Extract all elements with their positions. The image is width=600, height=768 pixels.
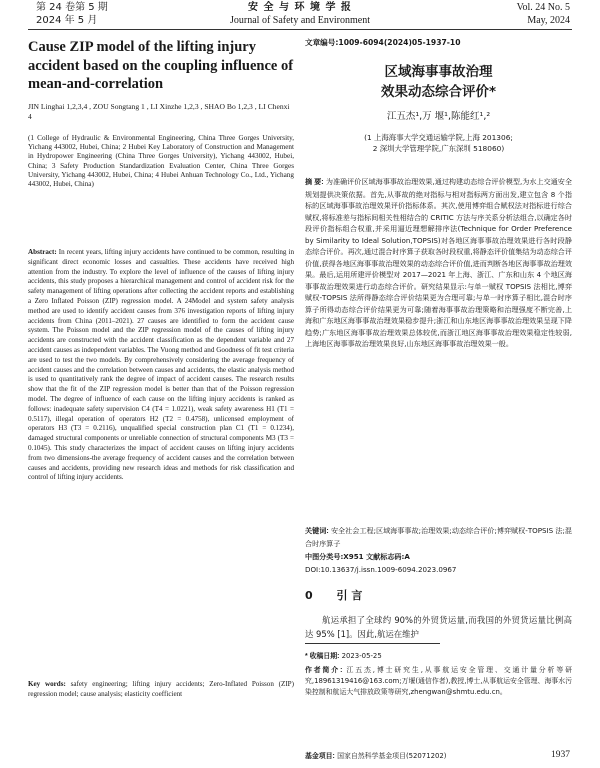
english-authors: JIN Linghai 1,2,3,4 , ZOU Songtang 1 , LI Xinzhe 1,2,3 , SHAO Bo 1,2,3 , LI Chenxi 4 <box>28 102 290 121</box>
chinese-title-line-2: 效果动态综合评价* <box>380 84 497 100</box>
chinese-affiliation-2: 2 深圳大学管理学院,广东深圳 518060) <box>372 144 505 153</box>
author-bio-text: 江五杰,博士研究生,从事航运安全管理、交通计量分析等研究,18961319416@163.com;万堰(通信作者),教授,博士,从事航运安全管理、海事水污染控制和航运大气排放政策等研究,zhengwan@shmtu.edu.cn。 <box>305 665 572 696</box>
footnote-rule <box>305 643 440 644</box>
fund-note <box>305 751 572 763</box>
english-abstract <box>28 248 294 680</box>
chinese-abstract-text: 为准确评价区域海事事故治理效果,通过构建动态综合评价模型,为水上交通安全规划提供决策依据。首先,从事故的绝对指标与相对指标两方面出发,建立包含 8 个指标的区域海事事故治理效果评价指标体系。其次,使用博弈组合赋权法对指标进行综合赋权,将标准差与指标间相关性相结合的 CRITIC 方法与序关系分析法组合,以确定各时段评价指标组合权重,并采用逼近理想解排序法(Technique for Order Preference by Similarity to Ideal Solution,TOPSIS)对各地区海事事故治理效果进行各时段静态综合评价。再次,通过混合时序算子获取各时段权重,将静态评价值集结为动态综合评价值,获得各地区海事事故治理效果的动态综合评价值,进而判断各地区海事事故治理效果。最后,运用所建评价模型对 2017—2021 年上海、浙江、广东和山东 4 个地区海事事故治理效果进行动态综合评价。研究结果显示:与单一赋权 TOPSIS 法相比,博弈赋权-TOPSIS 法所得静态综合评价结果更为合理可靠;与单一时序算子相比,混合时序算子所得动态综合评价结果更为可靠;随着海事事故治理策略和治理强度不断完善,上海和广东地区海事事故治理效果稳步提升;浙江和山东地区海事事故治理效果呈现下降趋势;广东地区海事事故治理效果总体较优,而浙江地区海事事故治理效果稳定性较弱,上海地区海事事故治理效果良好,山东地区海事事故治理效果一般。 <box>305 177 572 348</box>
chinese-keywords-text: 安全社会工程;区域海事事故;治理效果;动态综合评价;博弈赋权-TOPSIS 法;混合时序算子 <box>305 526 572 548</box>
journal-volume-en: Vol. 24 No. 5 <box>516 2 570 13</box>
section-heading <box>305 588 572 604</box>
journal-title-cn: 安 全 与 环 境 学 报 <box>248 2 352 13</box>
journal-date-cn: 2024 年 5 月 <box>36 15 98 26</box>
english-column <box>28 38 294 720</box>
chinese-title-line-1: 区域海事事故治理 <box>384 64 493 80</box>
author-bio-label: 作者简介: <box>305 666 343 674</box>
english-keywords-label: Key words: <box>28 680 66 688</box>
article-number: 文章编号:1009-6094(2024)05-1937-10 <box>305 38 461 47</box>
chinese-keywords-label: 关键词: <box>305 527 329 535</box>
author-bio-note <box>305 665 572 749</box>
page-number: 1937 <box>551 750 570 760</box>
journal-issue-cn: 第 24 卷第 5 期 <box>36 2 108 13</box>
chinese-abstract <box>305 176 572 523</box>
chinese-affiliation-1: (1 上海海事大学交通运输学院,上海 201306; <box>364 133 513 142</box>
journal-date-en: May, 2024 <box>527 15 570 26</box>
received-label: * 收稿日期: <box>305 653 340 660</box>
received-date-note <box>305 651 572 663</box>
english-abstract-label: Abstract: <box>28 248 57 256</box>
english-affiliations: (1 College of Hydraulic & Environmental Engineering, China Three Gorges University, Yichang 443002, Hubei, China; 2 Hubei Key Laboratory of Construction and Management in Hydropower Engineering (China Three Gorges University), Yichang 443002, Hubei, China; 3 Safety Production Standardization Evaluation Center, China Three Gorges University, Yichang 443002, Hubei, China; 4 Hubei Anhuan Technology Co., Ltd., Yichang 443002, Hubei, China) <box>28 134 294 189</box>
fund-text: 国家自然科学基金项目(52071202) <box>337 751 447 760</box>
chinese-keywords <box>305 525 572 548</box>
classification: 中图分类号:X951 文献标志码:A <box>305 552 410 561</box>
section-title: 引 言 <box>336 589 363 602</box>
journal-title-en: Journal of Safety and Environment <box>230 15 370 26</box>
doi: DOI:10.13637/j.issn.1009-6094.2023.0967 <box>305 564 457 574</box>
section-number: 0 <box>305 589 313 602</box>
chinese-column <box>305 38 572 641</box>
header-rule <box>28 29 572 30</box>
fund-label: 基金项目: <box>305 752 335 760</box>
chinese-abstract-label: 摘 要: <box>305 178 324 186</box>
english-title: Cause ZIP model of the lifting injury accident based on the coupling influence of mean-and-correlation <box>28 39 294 92</box>
received-date: 2023-05-25 <box>341 652 382 660</box>
chinese-authors: 江五杰¹,万 堰¹,陈能红¹,² <box>386 111 491 122</box>
english-abstract-text: In recent years, lifting injury accidents have continued to be common, resulting in significant direct economic losses and casualties. These accidents have received high attention from the industry. To explore the level of influence of the causes of lifting injury accidents, this study proposes a hierarchical management and control of accident risk for the safety management of lifting operations after collecting the accident reports and establishing a Zero Inflated Poisson (ZIP) regression model. A 24Model and system safety analysis method are used to identify accident causes from 376 investigation reports of lifting injury accidents from China (2011–2021). 27 causes are identified to form the accident cause system. The Poisson model and the ZIP regression model of the causes of lifting injury accidents are constructed with the accident classification as the dependent variable and 27 accident causes as independent variables. The Vuong method and Goodness of fit test criteria are used to test the two models. By comprehensively considering the average frequency of accident causes and the correlation between causes and accidents, the elastic analysis method is used to quantitatively rank the degree of impact of accident causes. The research results show that the fit of the ZIP regression model is better than that of the Poisson regression model. The degree of influence of each cause on the lifting injury accidents is ranked as follows: inadequate safety supervision C4 (T4 = 1.0221), weak safety awareness H1 (T1 = 0.5117), illegal operation of operators H2 (T2 = 0.4758), unlicensed employment of operators H3 (T3 = 0.2116), unqualified special construction plan C1 (T1 = 0.1234), damaged structural components or unreliable connection of structural components M3 (T3 = 0.1045). This study characterizes the impact of accident causes on lifting injury accidents from two dimensions-the average frequency of accident causes and the correlation between causes and accidents, providing new research ideas and methods for risk classification and control of lifting injury accidents. <box>28 248 294 482</box>
footnotes <box>305 651 572 762</box>
english-keywords-text: safety engineering; lifting injury accidents; Zero-Inflated Poisson (ZIP) regression model; cause analysis; elasticity coefficient <box>28 680 294 698</box>
english-keywords <box>28 680 294 720</box>
intro-paragraph: 航运承担了全球约 90%的外贸货运量,而我国的外贸货运量比例高达 95% [1]。因此,航运在维护 <box>305 615 572 639</box>
